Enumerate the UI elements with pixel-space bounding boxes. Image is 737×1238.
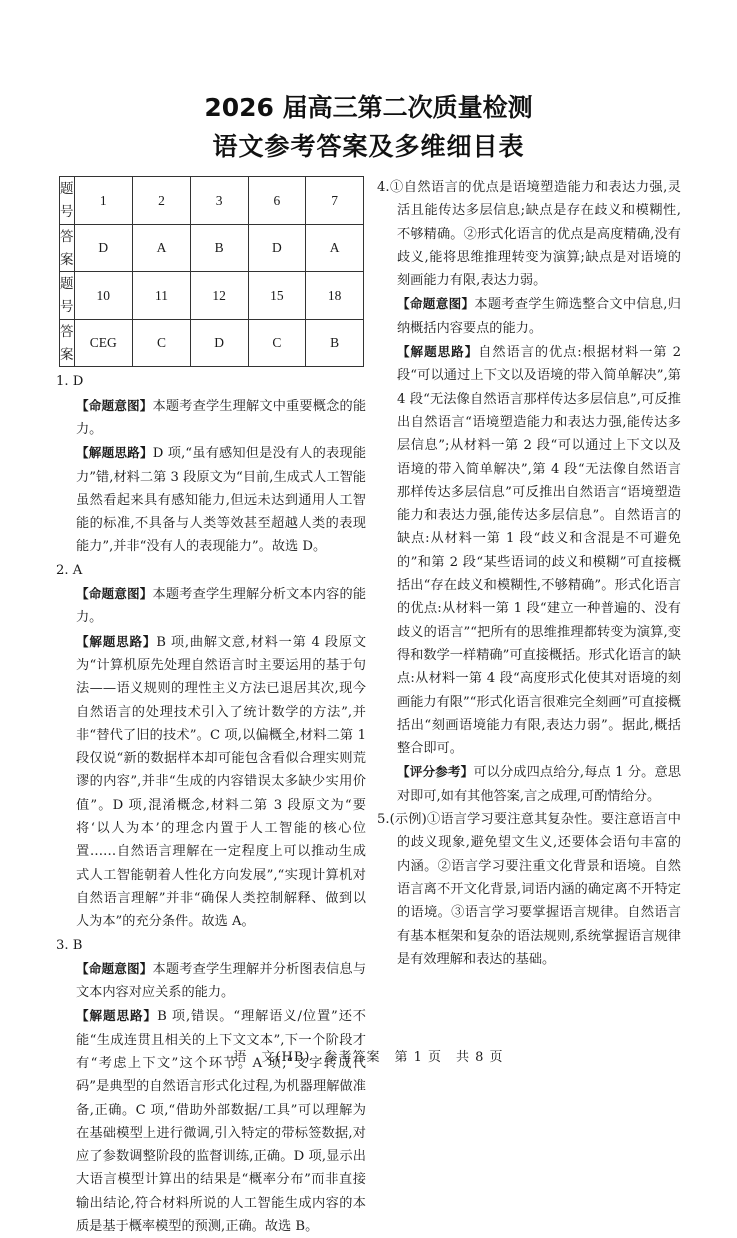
answer-table-header-cell: 题号 bbox=[60, 272, 75, 320]
q2-intent-tag: 【命题意图】 bbox=[76, 586, 153, 601]
left-column bbox=[56, 176, 366, 1238]
q4-score-tag: 【评分参考】 bbox=[397, 764, 473, 779]
q2-think: B 项,曲解文意,材料一第 4 段原文为“计算机原先处理自然语言时主要运用的基于句法——语义规则的理性主义方法已退居其次,现今自然语言的处理技术引入了统计数学的方法”,并非“替代了旧的技术”。C 项,以偏概全,材料二第 1 段仅说“新的数据样本却可能包含看似合理实则荒谬的内容”,并非“生成的内容错误太多缺少实用价值”。D 项,混淆概念,材料二第 3 段原文为“要将‘以人为本’的理念内置于人工智能的核心位置……自然语言理解在一定程度上可以推动生成式人工智能朝着人性化方向发展”,“实现计算机对自然语言理解”并非“确保人类控制解释、做到以人为本”的充分条件。故选 A。 bbox=[76, 635, 366, 930]
answer-table-cell: 11 bbox=[133, 272, 191, 320]
q5-number: 5. bbox=[377, 812, 390, 827]
q4-score: 可以分成四点给分,每点 1 分。意思对即可,如有其他答案,言之成理,可酌情给分。 bbox=[397, 765, 681, 803]
q1-intent-tag: 【命题意图】 bbox=[76, 398, 153, 413]
question-4 bbox=[377, 176, 681, 808]
answer-table-header-cell: 答案 bbox=[60, 224, 75, 272]
q3-intent: 本题考查学生理解并分析图表信息与文本内容对应关系的能力。 bbox=[76, 962, 366, 1000]
answer-table-cell: 7 bbox=[306, 177, 364, 225]
answer-table-cell: C bbox=[248, 319, 306, 367]
answer-table-cell: 6 bbox=[248, 177, 306, 225]
answer-table-cell: D bbox=[190, 319, 248, 367]
q4-answer: ①自然语言的优点是语境塑造能力和表达力强,灵活且能传达多层信息;缺点是存在歧义和模糊性,不够精确。②形式化语言的优点是高度精确,没有歧义,能将思维推理转变为演算;缺点是对语境的刻画能力有限,表达力弱。 bbox=[390, 180, 681, 288]
page-subtitle: 语文参考答案及多维细目表 bbox=[0, 127, 737, 163]
answer-table-cell: B bbox=[190, 224, 248, 272]
q3-intent-tag: 【命题意图】 bbox=[76, 961, 153, 976]
answer-table-cell: 1 bbox=[74, 177, 133, 225]
q1-think-tag: 【解题思路】 bbox=[76, 445, 153, 460]
q3-think-tag: 【解题思路】 bbox=[76, 1008, 157, 1023]
q4-think-tag: 【解题思路】 bbox=[397, 344, 478, 359]
answer-table-row bbox=[60, 224, 364, 272]
question-2 bbox=[56, 559, 366, 934]
answer-table-cell: D bbox=[74, 224, 133, 272]
answer-table-cell: A bbox=[133, 224, 191, 272]
answer-table-cell: 10 bbox=[74, 272, 133, 320]
answer-table-cell: 3 bbox=[190, 177, 248, 225]
q2-number: 2. A bbox=[56, 559, 366, 582]
answer-table-cell: 2 bbox=[133, 177, 191, 225]
answer-table-header-cell: 答案 bbox=[60, 319, 75, 367]
question-3 bbox=[56, 934, 366, 1238]
answer-table bbox=[59, 176, 364, 367]
answer-table-header-cell: 题号 bbox=[60, 177, 75, 225]
answer-table-cell: C bbox=[133, 319, 191, 367]
answer-table-cell: 12 bbox=[190, 272, 248, 320]
question-1 bbox=[56, 370, 366, 558]
q2-intent: 本题考查学生理解分析文本内容的能力。 bbox=[76, 587, 366, 625]
page-title: 2026 届高三第二次质量检测 bbox=[0, 88, 737, 124]
q1-number: 1. D bbox=[56, 370, 366, 393]
q3-think: B 项,错误。“理解语义/位置”还不能“生成连贯且相关的上下文文本”,下一个阶段才有“考虑上下文”这个环节。A 项,“文字转成代码”是典型的自然语言形式化过程,为机器理解做准备,正确。C 项,“借助外部数据/工具”可以理解为在基础模型上进行微调,引入特定的带标签数据,对应了参数调整阶段的监督训练,正确。D 项,显示出大语言模型计算出的结果是“概率分布”而非直接输出结论,符合材料所说的人工智能生成内容的本质是基于概率模型的预测,正确。故选 B。 bbox=[76, 1009, 366, 1234]
answer-table-row bbox=[60, 319, 364, 367]
answer-table-cell: B bbox=[306, 319, 364, 367]
answer-table-cell: D bbox=[248, 224, 306, 272]
answer-table-cell: 15 bbox=[248, 272, 306, 320]
q1-think: D 项,“虽有感知但是没有人的表现能力”错,材料二第 3 段原文为“目前,生成式人工智能虽然看起来具有感知能力,但远未达到通用人工智能的标准,不具备与人类等效甚至超越人类的表现能力”,并非“没有人的表现能力”。故选 D。 bbox=[76, 446, 366, 554]
answer-table-row bbox=[60, 272, 364, 320]
q2-think-tag: 【解题思路】 bbox=[76, 634, 156, 649]
page-footer: 语 文(HB) 参考答案 第 1 页 共 8 页 bbox=[0, 1046, 737, 1065]
answer-table-cell: 18 bbox=[306, 272, 364, 320]
answer-table-cell: A bbox=[306, 224, 364, 272]
question-5 bbox=[377, 808, 681, 971]
answer-table-cell: CEG bbox=[74, 319, 133, 367]
q4-intent: 本题考查学生筛选整合文中信息,归纳概括内容要点的能力。 bbox=[397, 297, 681, 335]
q3-number: 3. B bbox=[56, 934, 366, 957]
q5-answer: (示例)①语言学习要注意其复杂性。要注意语言中的歧义现象,避免望文生义,还要体会语句丰富的内涵。②语言学习要注重文化背景和语境。自然语言离不开文化背景,词语内涵的确定离不开特定的语境。③语言学习要掌握语言规律。自然语言有基本框架和复杂的语法规则,系统掌握语言规律是有效理解和表达的基础。 bbox=[390, 812, 681, 967]
q4-number: 4. bbox=[377, 180, 390, 195]
q1-intent: 本题考查学生理解文中重要概念的能力。 bbox=[76, 399, 366, 437]
answer-table-row bbox=[60, 177, 364, 225]
q4-think: 自然语言的优点:根据材料一第 2 段“可以通过上下文以及语境的带入简单解决”,第 4 段“无法像自然语言那样传达多层信息”,可反推出自然语言“语境塑造能力和表达力强,能传达多层信息”;从材料一第 2 段“可以通过上下文以及语境的带入简单解决”,第 4 段“无法像自然语言那样传达多层信息”可反推出自然语言“语境塑造能力和表达力强,能传达多层信息”。自然语言的缺点:从材料一第 1 段“歧义和含混是不可避免的”和第 2 段“某些语词的歧义和模糊”可直接概括出“存在歧义和模糊性,不够精确”。形式化语言的优点:从材料一第 1 段“建立一种普遍的、没有歧义的语言”“把所有的思维推理都转变为演算,变得和数学一样精确”可直接概括。形式化语言的缺点:从材料一第 4 段“高度形式化使其对语境的刻画能力有限”“形式化语言很难完全刻画”可直接概括出“刻画语境能力有限,表达力弱”。据此,概括整合即可。 bbox=[397, 345, 681, 756]
right-column bbox=[377, 176, 681, 971]
q4-intent-tag: 【命题意图】 bbox=[397, 296, 474, 311]
